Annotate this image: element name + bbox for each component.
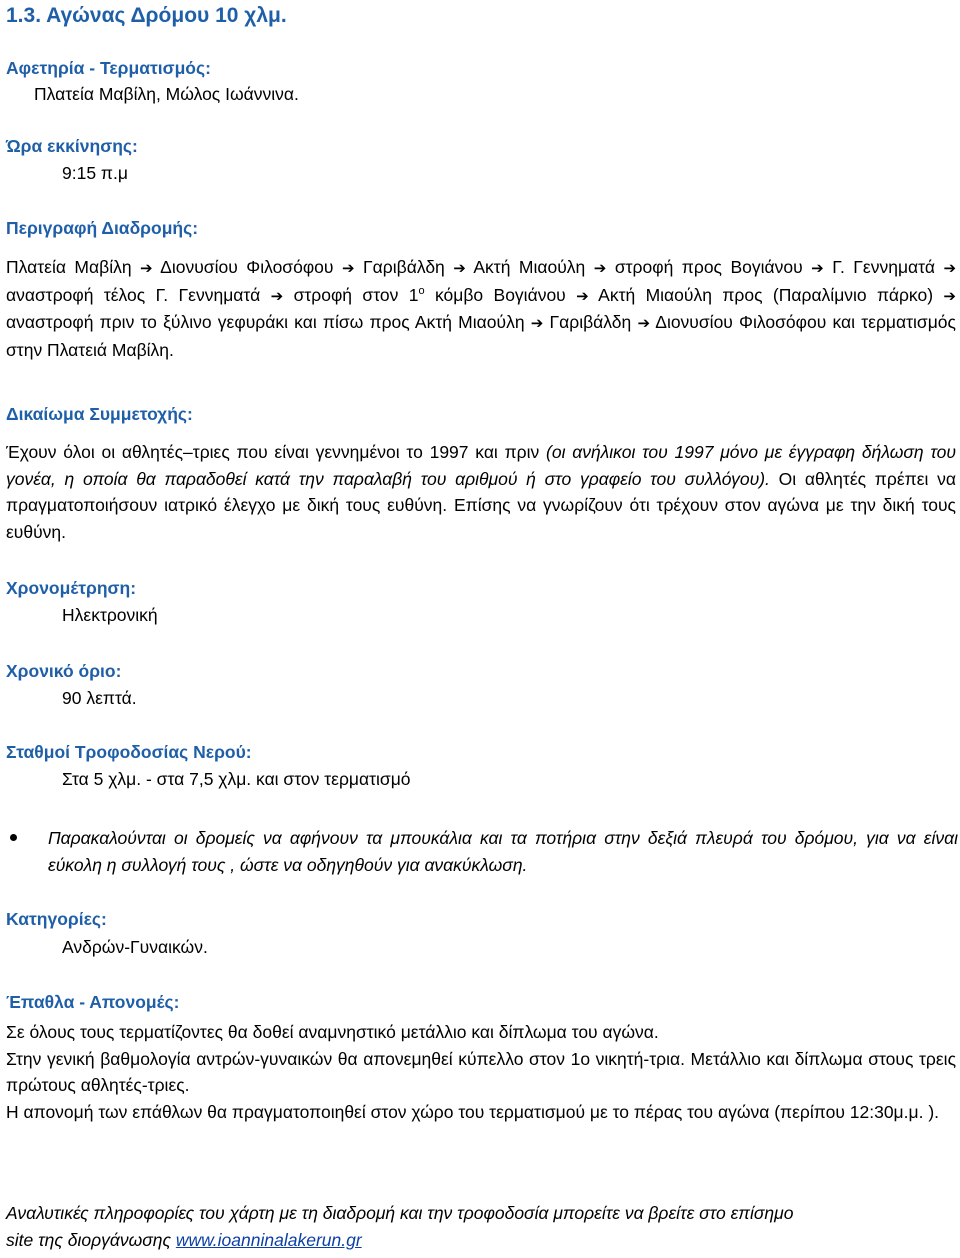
start-time-value: 9:15 π.μ bbox=[62, 163, 128, 183]
route-step: Ακτή Μιαούλη προς (Παραλίμνιο πάρκο) bbox=[598, 284, 934, 305]
route-step: Γαριβάλδη bbox=[363, 257, 445, 277]
route-step: Γαριβάλδη bbox=[549, 312, 632, 332]
arrow-icon: ➔ bbox=[811, 259, 824, 277]
arrow-icon: ➔ bbox=[576, 286, 589, 305]
timing-label: Χρονομέτρηση: bbox=[6, 578, 137, 598]
route-step: στροφή στον 1 bbox=[293, 284, 419, 305]
route-step: αναστροφή τέλος Γ. Γεννηματά bbox=[6, 284, 261, 305]
route-label: Περιγραφή Διαδρομής: bbox=[6, 218, 199, 238]
route-step: Γ. Γεννηματά bbox=[832, 257, 935, 277]
arrow-icon: ➔ bbox=[270, 286, 284, 305]
arrow-icon: ➔ bbox=[943, 286, 956, 305]
bullet-icon bbox=[10, 834, 17, 841]
water-stations-label: Σταθμοί Τροφοδοσίας Νερού: bbox=[6, 742, 252, 762]
eligibility-text: Έχουν όλοι οι αθλητές–τριες που είναι γεννημένοι το 1997 και πριν (οι ανήλικοι του 1997 μόνο με έγγραφη δήλωση του γονέα, η οποία θα παραδοθεί κατά την παραλαβή του αριθμού ή στο γραφείο του συλλόγου). Οι αθλητές πρέπει να πραγματοποιήσουν ιατρικό έλεγχο με δική τους ευθύνη. Επίσης να γνωρίζουν ότι τρέχουν στον αγώνα με την δική τους ευθύνη. bbox=[6, 442, 956, 542]
arrow-icon: ➔ bbox=[341, 259, 355, 277]
start-finish-label: Αφετηρία - Τερματισμός: bbox=[6, 58, 211, 78]
route-step: στροφή προς Βογιάνου bbox=[614, 257, 803, 277]
page-title: 1.3. Αγώνας Δρόμου 10 χλμ. bbox=[6, 4, 287, 27]
website-link[interactable]: www.ioanninalakerun.gr bbox=[175, 1230, 362, 1250]
superscript: ο bbox=[418, 284, 425, 297]
time-limit-label: Χρονικό όριο: bbox=[6, 661, 122, 681]
start-time-label: Ώρα εκκίνησης: bbox=[6, 136, 138, 156]
footer-note: Αναλυτικές πληροφορίες του χάρτη με τη διαδρομή και την τροφοδοσία μπορείτε να βρείτε στο επίσημο site της διοργάνωσης www.ioanninalakerun.gr bbox=[6, 1203, 794, 1250]
arrow-icon: ➔ bbox=[453, 259, 466, 277]
arrow-icon: ➔ bbox=[140, 259, 153, 277]
route-step: Πλατεία Μαβίλη bbox=[6, 257, 132, 277]
route-step: Διονυσίου Φιλοσόφου bbox=[160, 257, 334, 277]
arrow-icon: ➔ bbox=[943, 259, 957, 277]
awards-line: Σε όλους τους τερματίζοντες θα δοθεί αναμνηστικό μετάλλιο και δίπλωμα του αγώνα. bbox=[6, 1022, 659, 1042]
awards-text bbox=[6, 1019, 956, 1125]
timing-value: Ηλεκτρονική bbox=[62, 605, 158, 625]
route-step: αναστροφή πριν το ξύλινο γεφυράκι και πίσω προς Ακτή Μιαούλη bbox=[6, 312, 525, 332]
recycling-note: Παρακαλούνται οι δρομείς να αφήνουν τα μπουκάλια και τα ποτήρια στην δεξιά πλευρά του δρόμου, για να είναι εύκολη η συλλογή τους , ώστε να οδηγηθούν για ανακύκλωση. bbox=[48, 828, 958, 875]
awards-label: Έπαθλα - Απονομές: bbox=[6, 992, 180, 1012]
route-description bbox=[6, 254, 956, 363]
start-finish-value: Πλατεία Μαβίλη, Μώλος Ιωάννινα. bbox=[34, 84, 299, 104]
categories-value: Ανδρών-Γυναικών. bbox=[62, 937, 208, 957]
route-step: Διονυσίου Φιλοσόφου και τερματισμός στην Πλατειά Μαβίλη. bbox=[6, 312, 956, 360]
arrow-icon: ➔ bbox=[637, 314, 651, 332]
time-limit-value: 90 λεπτά. bbox=[62, 688, 137, 708]
awards-line: Στην γενική βαθμολογία αντρών-γυναικών θα απονεμηθεί κύπελλο στον 1ο νικητή-τρια. Μετάλλιο και δίπλωμα στους τρεις πρώτους αθλητές-τριες. bbox=[6, 1048, 956, 1095]
route-step: Ακτή Μιαούλη bbox=[473, 257, 586, 277]
awards-line: Η απονομή των επάθλων θα πραγματοποιηθεί στον χώρο του τερματισμού με το πέρας του αγώνα (περίπου 12:30μ.μ. ). bbox=[6, 1101, 940, 1122]
water-stations-value: Στα 5 χλμ. - στα 7,5 χλμ. και στον τερματισμό bbox=[62, 769, 411, 789]
eligibility-label: Δικαίωμα Συμμετοχής: bbox=[6, 404, 193, 424]
route-step: κόμβο Βογιάνου bbox=[435, 284, 566, 305]
arrow-icon: ➔ bbox=[593, 259, 607, 277]
arrow-icon: ➔ bbox=[530, 314, 544, 332]
categories-label: Κατηγορίες: bbox=[6, 909, 107, 929]
